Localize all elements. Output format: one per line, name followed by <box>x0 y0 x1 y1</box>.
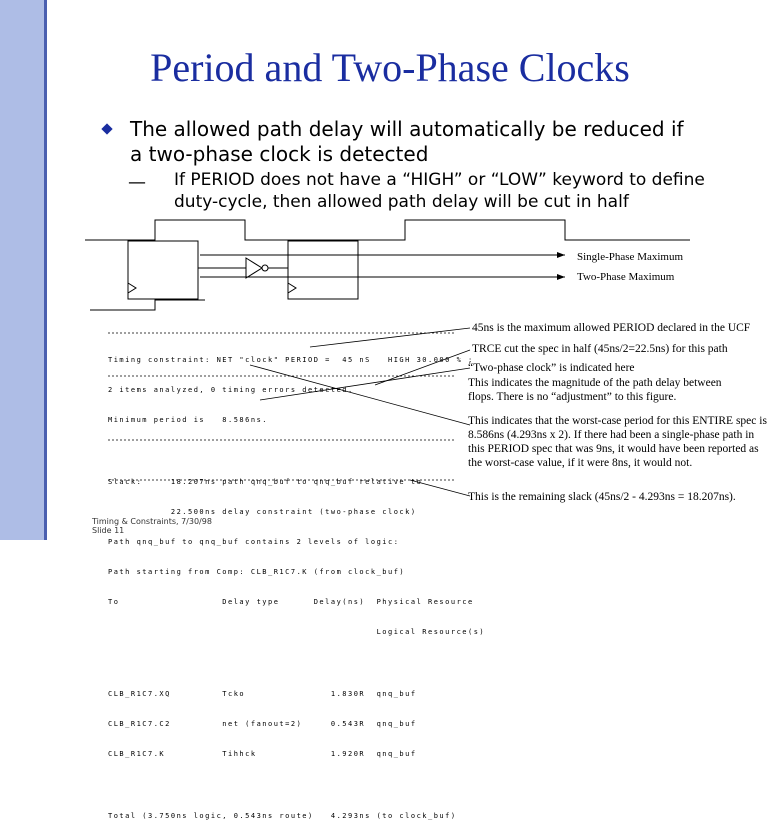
inverter-icon <box>246 258 262 278</box>
report-line: 22.500ns delay constraint (two-phase clock) <box>108 508 417 516</box>
single-phase-label: Single-Phase Maximum <box>577 251 684 263</box>
report-line: Logical Resource(s) <box>108 628 486 636</box>
flop-left <box>128 241 198 299</box>
report-line: Path starting from Comp: CLB_R1C7.K (from clock_buf) <box>108 568 406 576</box>
main-bullet: The allowed path delay will automatically be reduced if a two-phase clock is detected <box>130 117 684 166</box>
slide-title: Period and Two-Phase Clocks <box>150 45 630 90</box>
report-line: Timing constraint: NET "clock" PERIOD = 45 nS HIGH 30.000 % ; <box>108 356 474 364</box>
slide-footer <box>92 517 212 535</box>
note-two-phase: “Two-phase clock” is indicated here <box>468 362 635 374</box>
report-line: 2 items analyzed, 0 timing errors detected. <box>108 386 354 394</box>
note-trce-cut: TRCE cut the spec in half (45ns/2=22.5ns) for this path <box>472 343 728 355</box>
report-line: Path qnq_buf to qnq_buf contains 2 levels of logic: <box>108 538 400 546</box>
note-path-delay: This indicates the magnitude of the path delay between flops. There is no “adjustment” to this figure. <box>468 377 722 403</box>
report-line: CLB_R1C7.C2 net (fanout=2) 0.543R qnq_buf <box>108 720 417 728</box>
report-line: CLB_R1C7.XQ Tcko 1.830R qnq_buf <box>108 690 417 698</box>
note-slack: This is the remaining slack (45ns/2 - 4.293ns = 18.207ns). <box>468 491 736 503</box>
sub-bullet: If PERIOD does not have a “HIGH” or “LOW” keyword to define duty-cycle, then allowed path delay will be cut in half <box>174 170 705 212</box>
note-period: 45ns is the maximum allowed PERIOD declared in the UCF <box>472 322 751 334</box>
sub-bullet-dash-icon: — <box>128 172 146 193</box>
report-line: Minimum period is 8.586ns. <box>108 416 269 424</box>
note-worst-case: This indicates that the worst-case period for this ENTIRE spec is 8.586ns (4.293ns x 2). If there had been a single-phase path in this PERIOD spec that was 9ns, it would have been reported as the worst-case value, if it were 8ns, it would not. <box>468 415 767 469</box>
footer-line: Timing & Constraints, 7/30/98 <box>92 517 212 526</box>
footer-line: Slide 11 <box>92 526 125 535</box>
report-line: Slack: 18.207ns path qnq_buf to qnq_buf relative to <box>108 478 423 486</box>
report-line: CLB_R1C7.K Tihhck 1.920R qnq_buf <box>108 750 417 758</box>
flop-right <box>288 241 358 299</box>
report-line: Total (3.750ns logic, 0.543ns route) 4.293ns (to clock_buf) <box>108 812 457 820</box>
clock-waveform <box>85 220 690 240</box>
report-line: To Delay type Delay(ns) Physical Resource <box>108 598 474 606</box>
two-phase-label: Two-Phase Maximum <box>577 271 675 283</box>
